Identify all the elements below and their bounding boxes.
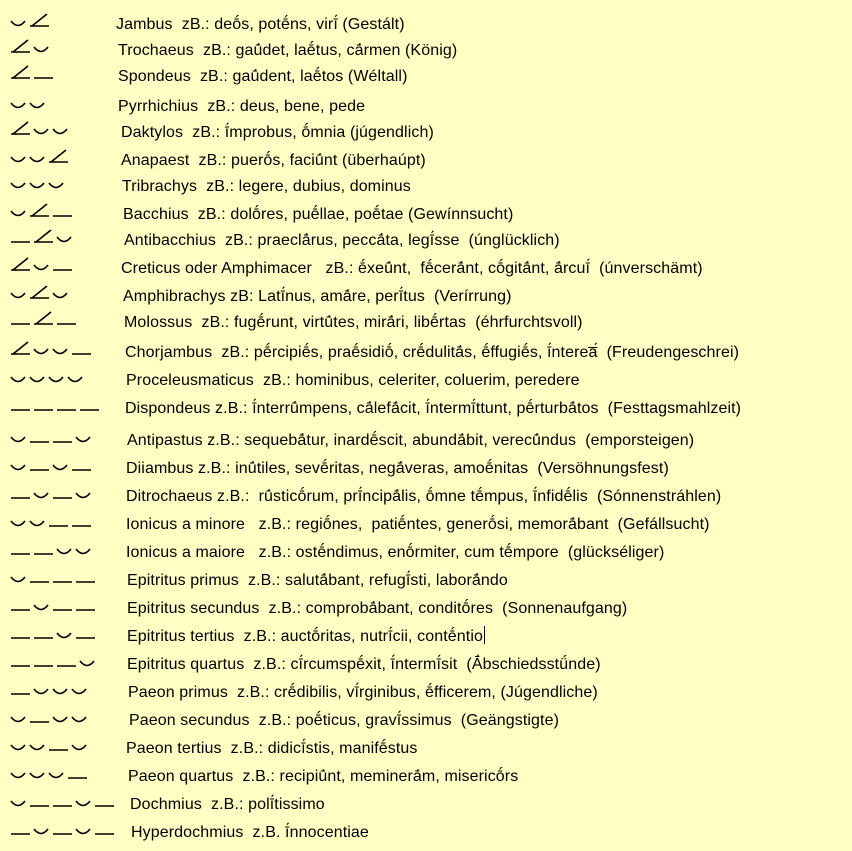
short-syllable-mark — [30, 773, 44, 778]
short-syllable-mark — [53, 689, 67, 694]
meter-notation — [0, 120, 118, 146]
short-syllable-mark — [11, 465, 25, 470]
meter-notation — [0, 652, 118, 678]
short-syllable-mark — [30, 377, 44, 382]
short-syllable-mark — [30, 521, 44, 526]
short-syllable-mark — [53, 129, 67, 134]
metric-description: Paeon secundus z.B.: poḗticus, gravī́ssimus (Geängstigte) — [129, 712, 560, 729]
short-syllable-mark — [34, 493, 48, 498]
short-syllable-mark — [11, 183, 25, 188]
metric-row — [0, 202, 852, 228]
metric-description: Anapaest zB.: puerṓs, faciū́nt (überhaúpt) — [121, 152, 426, 169]
metric-description: Jambus zB.: deṓs, potḗns, virī́ (Gestált) — [116, 16, 405, 33]
short-syllable-mark — [34, 349, 48, 354]
short-syllable-mark — [11, 157, 25, 162]
short-syllable-mark — [76, 493, 90, 498]
meter-notation — [0, 792, 118, 818]
meter-notation — [0, 228, 118, 254]
short-syllable-mark — [11, 21, 25, 26]
short-syllable-mark — [34, 689, 48, 694]
metric-row — [0, 284, 852, 310]
short-syllable-mark — [53, 465, 67, 470]
metric-row — [0, 148, 852, 174]
short-syllable-mark — [49, 773, 63, 778]
metric-row — [0, 94, 852, 120]
short-syllable-mark — [34, 265, 48, 270]
meter-notation — [0, 624, 118, 650]
stressed-long-syllable-mark — [11, 258, 30, 270]
metric-row — [0, 12, 852, 38]
metric-row — [0, 512, 852, 538]
metric-description: Epitritus quartus z.B.: cī́rcumspḗxit, ī́ntermī́sit (Ā́bschiedsstǘnde) — [127, 656, 601, 673]
short-syllable-mark — [30, 183, 44, 188]
metric-description: Paeon quartus z.B.: recipiū́nt, meminerā́m, misericṓrs — [128, 768, 519, 785]
meter-notation — [0, 820, 118, 846]
metric-description: Trochaeus zB.: gaū́det, laḗtus, cā́rmen (König) — [118, 42, 458, 59]
stressed-long-syllable-mark — [11, 342, 30, 354]
metric-description: Tribrachys zB.: legere, dubius, dominus — [122, 178, 411, 195]
meter-notation — [0, 736, 118, 762]
metric-row — [0, 596, 852, 622]
meter-notation — [0, 680, 118, 706]
meter-notation — [0, 396, 118, 422]
stressed-long-syllable-mark — [34, 312, 53, 324]
metric-row — [0, 652, 852, 678]
short-syllable-mark — [76, 437, 90, 442]
metric-description: Paeon primus z.B.: crḗdibilis, vī́rginibus, ḗfficerem, (Júgendliche) — [128, 684, 598, 701]
meter-notation — [0, 148, 118, 174]
meter-notation — [0, 64, 118, 90]
short-syllable-mark — [11, 577, 25, 582]
metric-description: Diiambus z.B.: inū́tiles, sevḗritas, negā́veras, amoḗnitas (Versöhnungsfest) — [126, 460, 669, 477]
short-syllable-mark — [57, 237, 71, 242]
metric-description: Ditrochaeus z.B.: rū́sticṓrum, prī́ncipā́lis, ṓmne tḗmpus, ī́nfidḗlis (Sónnenstráhlen) — [126, 488, 722, 505]
meter-notation — [0, 38, 118, 64]
short-syllable-mark — [53, 293, 67, 298]
short-syllable-mark — [11, 437, 25, 442]
metric-description: Antibacchius zB.: praeclā́rus, peccā́ta, legī́sse (únglücklich) — [124, 232, 560, 249]
short-syllable-mark — [72, 745, 86, 750]
metric-row — [0, 624, 852, 650]
short-syllable-mark — [11, 293, 25, 298]
short-syllable-mark — [68, 377, 82, 382]
short-syllable-mark — [53, 717, 67, 722]
meter-notation — [0, 12, 118, 38]
metric-row — [0, 540, 852, 566]
short-syllable-mark — [11, 103, 25, 108]
short-syllable-mark — [11, 377, 25, 382]
meter-notation — [0, 428, 118, 454]
metric-description: Daktylos zB.: ī́mprobus, ṓmnia (júgendlich) — [121, 124, 434, 141]
metric-description: Paeon tertius z.B.: didicī́stis, manifḗstus — [126, 740, 418, 757]
short-syllable-mark — [49, 377, 63, 382]
meter-notation — [0, 340, 118, 366]
metric-row — [0, 174, 852, 200]
metric-description: Creticus oder Amphimacer zB.: ḗxeū́nt, fḗcerā́nt, cṓgitā́nt, ā́rcuī́ (únverschämt) — [121, 260, 703, 277]
meter-notation — [0, 94, 118, 120]
metric-description: Antipastus z.B.: sequebā́tur, inardḗscit, abundā́bit, verecū́ndus (emporsteigen) — [127, 432, 695, 449]
stressed-long-syllable-mark — [30, 204, 49, 216]
short-syllable-mark — [49, 183, 63, 188]
short-syllable-mark — [76, 801, 90, 806]
metric-description: Pyrrhichius zB.: deus, bene, pede — [118, 98, 366, 115]
metric-row — [0, 680, 852, 706]
metric-description: Molossus zB.: fugḗrunt, virtū́tes, mirā́ri, libḗrtas (éhrfurchtsvoll) — [124, 314, 583, 331]
text-cursor — [484, 626, 485, 644]
meter-notation — [0, 484, 118, 510]
metric-row — [0, 368, 852, 394]
metric-description: Spondeus zB.: gaū́dent, laḗtos (Wéltall) — [118, 68, 408, 85]
short-syllable-mark — [30, 157, 44, 162]
metric-description: Ionicus a maiore z.B.: ostḗndimus, enṓrmiter, cum tḗmpore (glückséliger) — [126, 544, 665, 561]
metric-description: Epitritus tertius z.B.: auctṓritas, nutrī́cii, contḗntio — [127, 628, 483, 645]
stressed-long-syllable-mark — [11, 40, 30, 52]
stressed-long-syllable-mark — [11, 122, 30, 134]
metric-row — [0, 428, 852, 454]
short-syllable-mark — [11, 745, 25, 750]
meter-notation — [0, 512, 118, 538]
stressed-long-syllable-mark — [30, 286, 49, 298]
metric-description: Epitritus primus z.B.: salutā́bant, refugī́sti, laborā́ndo — [127, 572, 508, 589]
short-syllable-mark — [80, 661, 94, 666]
meter-notation — [0, 284, 118, 310]
metric-row — [0, 456, 852, 482]
stressed-long-syllable-mark — [11, 66, 30, 78]
metric-row — [0, 568, 852, 594]
metric-row — [0, 820, 852, 846]
meter-notation — [0, 708, 118, 734]
meter-notation — [0, 310, 118, 336]
short-syllable-mark — [57, 549, 71, 554]
short-syllable-mark — [76, 829, 90, 834]
metric-row — [0, 64, 852, 90]
metric-description: Proceleusmaticus zB.: hominibus, celeriter, coluerim, peredere — [126, 372, 580, 389]
meter-notation — [0, 540, 118, 566]
metric-description: Dochmius z.B.: polī́tissimo — [130, 796, 325, 813]
short-syllable-mark — [76, 549, 90, 554]
short-syllable-mark — [72, 717, 86, 722]
metric-row — [0, 736, 852, 762]
stressed-long-syllable-mark — [49, 150, 68, 162]
short-syllable-mark — [11, 211, 25, 216]
short-syllable-mark — [34, 605, 48, 610]
short-syllable-mark — [11, 717, 25, 722]
meter-notation — [0, 568, 118, 594]
metric-row — [0, 484, 852, 510]
metric-row — [0, 228, 852, 254]
metric-description: Bacchius zB.: dolṓres, puḗllae, poḗtae (Gewínnsucht) — [123, 206, 514, 223]
short-syllable-mark — [72, 689, 86, 694]
short-syllable-mark — [30, 103, 44, 108]
metric-row — [0, 310, 852, 336]
meter-notation — [0, 202, 118, 228]
metric-row — [0, 256, 852, 282]
metric-description: Ionicus a minore z.B.: regiṓnes, patiḗntes, generṓsi, memorā́bant (Gefállsucht) — [126, 516, 710, 533]
metric-description: Chorjambus zB.: pḗrcipiḗs, praḗsidiṓ, crḗdulitā́s, ḗffugiḗs, ī́nterea̅́ (Freudengeschrei) — [125, 344, 740, 361]
metric-row — [0, 396, 852, 422]
short-syllable-mark — [34, 129, 48, 134]
short-syllable-mark — [11, 773, 25, 778]
metric-row — [0, 708, 852, 734]
metric-row — [0, 792, 852, 818]
short-syllable-mark — [57, 633, 71, 638]
short-syllable-mark — [53, 349, 67, 354]
short-syllable-mark — [34, 47, 48, 52]
short-syllable-mark — [11, 521, 25, 526]
metric-row — [0, 38, 852, 64]
meter-notation — [0, 256, 118, 282]
metric-row — [0, 340, 852, 366]
meter-notation — [0, 764, 118, 790]
meter-notation — [0, 174, 118, 200]
stressed-long-syllable-mark — [34, 230, 53, 242]
meter-notation — [0, 456, 118, 482]
meter-notation — [0, 596, 118, 622]
metric-description: Dispondeus z.B.: ī́nterrū́mpens, cā́lefā́cit, ī́ntermī́ttunt, pḗrturbā́tos (Festtagsmahlzeit) — [125, 400, 742, 417]
short-syllable-mark — [11, 801, 25, 806]
short-syllable-mark — [34, 829, 48, 834]
metric-row — [0, 764, 852, 790]
metric-row — [0, 120, 852, 146]
metric-description: Epitritus secundus z.B.: comprobā́bant, conditṓres (Sonnenaufgang) — [127, 600, 628, 617]
metric-description: Amphibrachys zB: Latī́nus, amā́re, perī́tus (Verírrung) — [123, 288, 512, 305]
metric-description: Hyperdochmius z.B. ī́nnocentiae — [131, 824, 369, 841]
meter-notation — [0, 368, 118, 394]
stressed-long-syllable-mark — [30, 14, 49, 26]
short-syllable-mark — [30, 745, 44, 750]
